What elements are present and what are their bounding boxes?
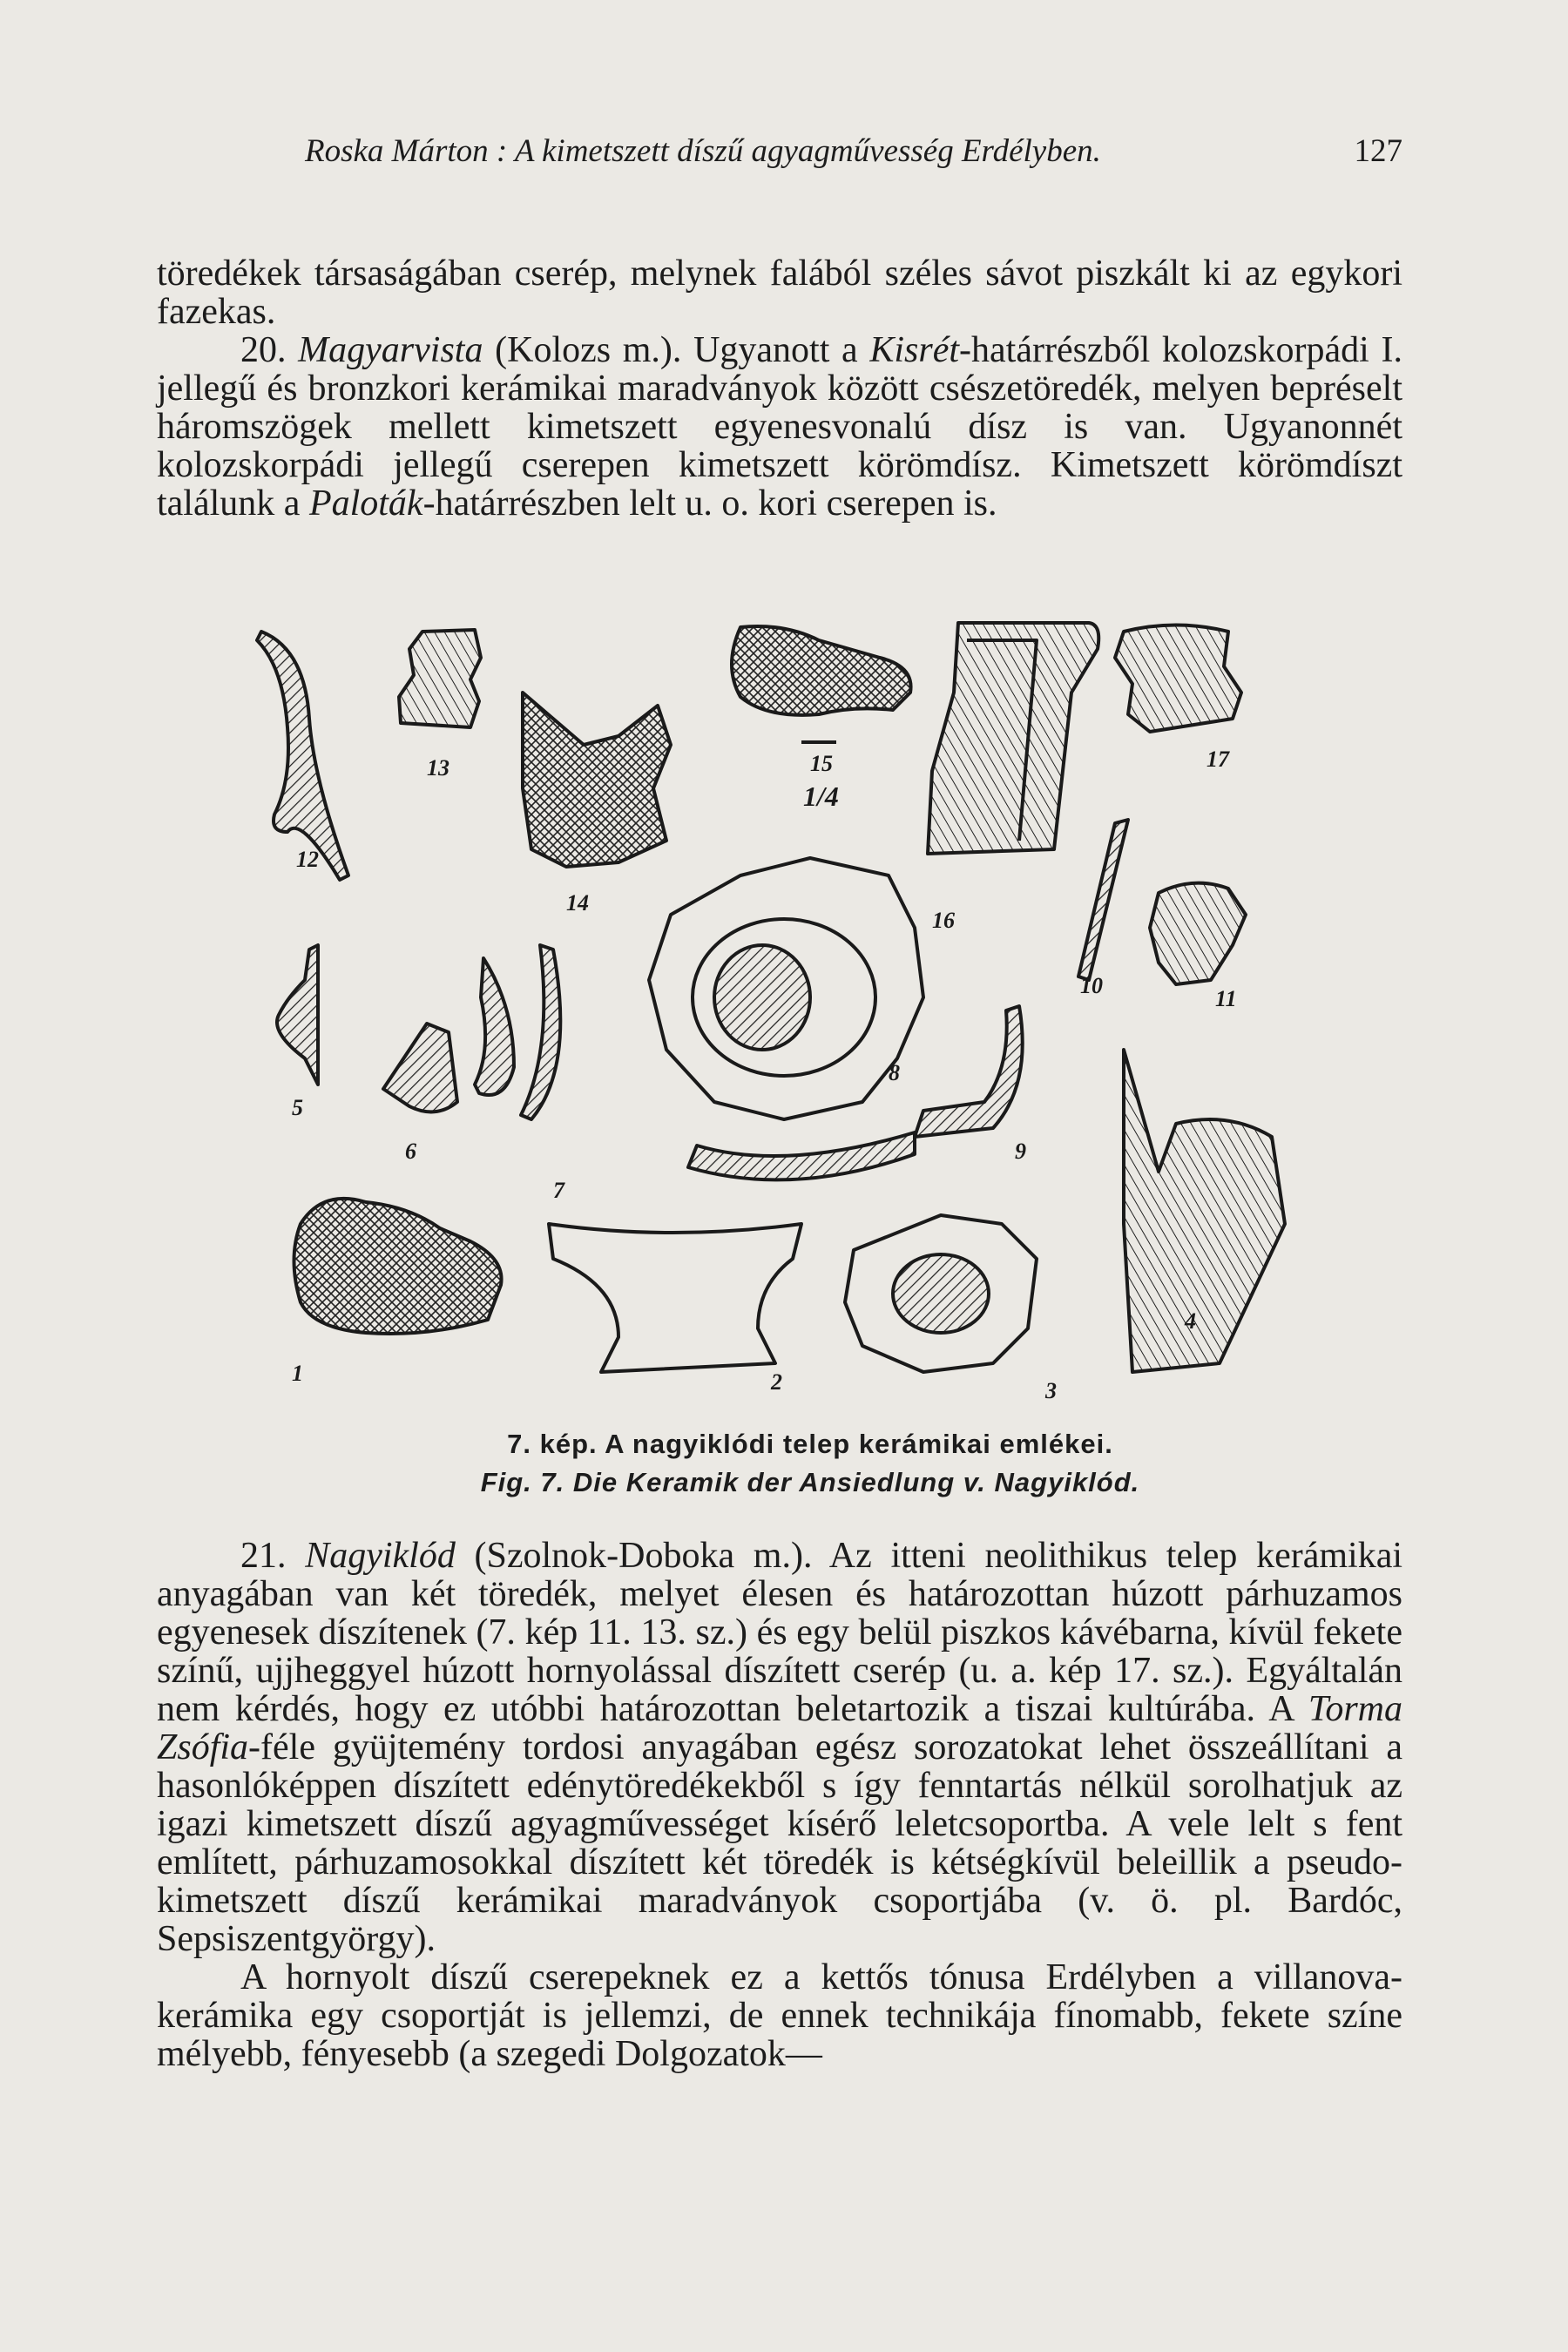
fragment-7a xyxy=(475,958,514,1095)
figure-caption-german: Fig. 7. Die Keramik der Ansiedlung v. Nagyiklód. xyxy=(480,1467,1140,1497)
fragment-8-center xyxy=(714,945,810,1050)
entry-20-text-c: -határrészben lelt u. o. kori cserepen is. xyxy=(422,483,997,524)
paragraph-1 xyxy=(157,254,1402,523)
label-11: 11 xyxy=(1215,986,1237,1011)
para2-continuation xyxy=(157,1958,1402,2073)
label-6: 6 xyxy=(405,1139,416,1164)
fragment-16 xyxy=(928,623,1098,854)
label-4: 4 xyxy=(1185,1308,1196,1334)
label-1: 1 xyxy=(292,1361,303,1386)
fragment-3-center xyxy=(893,1254,989,1333)
fragment-17 xyxy=(1115,625,1241,733)
entry-20-text-a: (Kolozs m.). Ugyanott a xyxy=(483,330,870,370)
figure-ceramic-fragments xyxy=(253,614,1324,1420)
paragraph-2 xyxy=(157,1537,1402,2073)
entry-20 xyxy=(157,331,1402,523)
fragment-13 xyxy=(399,630,481,727)
label-12: 12 xyxy=(296,847,319,872)
fragment-6 xyxy=(383,1024,457,1112)
label-3: 3 xyxy=(1045,1378,1057,1403)
entry-21-text-a: (Szolnok-Doboka m.). Az itteni neolithikus telep kerámikai anyagában van két töredék, melyet élesen és határozottan húzott párhuzamos egyenesek díszítenek (7. kép 11. 13. sz.) és egy belül piszkos kávébarna, kívül fekete színű, ujjheggyel húzott hornyolással díszített cserép (u. a. kép 17. sz.). Egyáltalán nem kérdés, hogy ez utóbbi határozottan beletartozik a tiszai kultúrába. A xyxy=(157,1536,1403,1729)
label-14: 14 xyxy=(566,890,589,916)
fragment-15 xyxy=(732,626,911,715)
figure-caption-hungarian: 7. kép. A nagyiklódi telep kerámikai emlékei. xyxy=(507,1429,1113,1459)
label-13: 13 xyxy=(427,755,449,781)
fragment-7b xyxy=(521,945,560,1119)
fragment-12 xyxy=(257,632,348,880)
label-5: 5 xyxy=(292,1095,303,1120)
label-10: 10 xyxy=(1080,973,1103,998)
label-16: 16 xyxy=(932,908,955,933)
fragment-10 xyxy=(1078,820,1128,980)
entry-21-number: 21. xyxy=(240,1536,306,1576)
label-2: 2 xyxy=(771,1369,782,1395)
label-scale: 1/4 xyxy=(803,781,839,812)
label-15: 15 xyxy=(810,751,833,776)
entry-21-text-b: -féle gyüjtemény tordosi anyagában egész sorozatokat lehet összeállítani a hasonlóképpen díszített edénytöredékekből s így fenntartás nélkül sorolhatjuk az igazi kimetszett díszű agyagművességet kísérő leletcsoportba. A vele lelt s fent említett, párhuzamosokkal díszített két töredék is kétségkívül beleillik a pseudo-kimetszett díszű kerámikai maradványok csoportjába (v. ö. pl. Bardóc, Sepsiszentgyörgy). xyxy=(157,1727,1402,1959)
place-kisret: Kisrét xyxy=(869,330,960,370)
ceramic-fragments-drawing xyxy=(253,614,1324,1420)
label-7: 7 xyxy=(553,1178,564,1203)
label-17: 17 xyxy=(1206,747,1229,772)
label-8: 8 xyxy=(889,1060,900,1085)
entry-21-text-c: A hornyolt díszű cserepeknek ez a kettős tónusa Erdélyben a villanova-kerámika egy csoportját is jellemzi, de ennek technikája fínomabb, fekete színe mélyebb, fényesebb (a szegedi Dolgozatok— xyxy=(157,1957,1402,2074)
fragment-4 xyxy=(1124,1050,1285,1372)
person-torma-zsofia: Torma Zsófia xyxy=(157,1689,1402,1767)
place-nagyiklod: Nagyiklód xyxy=(305,1536,456,1576)
entry-20-text-b: -határrészből kolozskorpádi I. jellegű és bronzkori kerámikai maradványok között csészetöredék, melyen bepréselt háromszögek mellett kimetszett egyenesvonalú dísz is van. Ugyanonnét kolozskorpádi jellegű cserepen kimetszett körömdísz. Kimetszett körömdíszt találunk a xyxy=(157,330,1402,524)
place-magyarvista: Magyarvista xyxy=(298,330,483,370)
page-number: 127 xyxy=(1354,133,1402,169)
entry-20-number: 20. xyxy=(240,330,299,370)
fragment-14 xyxy=(523,693,671,867)
fragment-2 xyxy=(549,1224,801,1372)
running-header xyxy=(305,132,1402,176)
para1-opening xyxy=(157,254,1402,331)
fragment-9 xyxy=(915,1006,1023,1137)
entry-21 xyxy=(157,1537,1402,1958)
para1-sentence-1: töredékek társaságában cserép, melynek falából széles sávot piszkált ki az egykori fazekas. xyxy=(157,253,1402,332)
running-title: Roska Márton : A kimetszett díszű agyagművesség Erdélyben. xyxy=(305,133,1101,169)
place-palotak: Paloták xyxy=(308,483,423,524)
fragment-8-base xyxy=(688,1132,915,1179)
fragment-11 xyxy=(1150,883,1246,984)
fragment-1 xyxy=(294,1199,502,1334)
fragment-5 xyxy=(277,945,318,1085)
label-9: 9 xyxy=(1015,1139,1026,1164)
